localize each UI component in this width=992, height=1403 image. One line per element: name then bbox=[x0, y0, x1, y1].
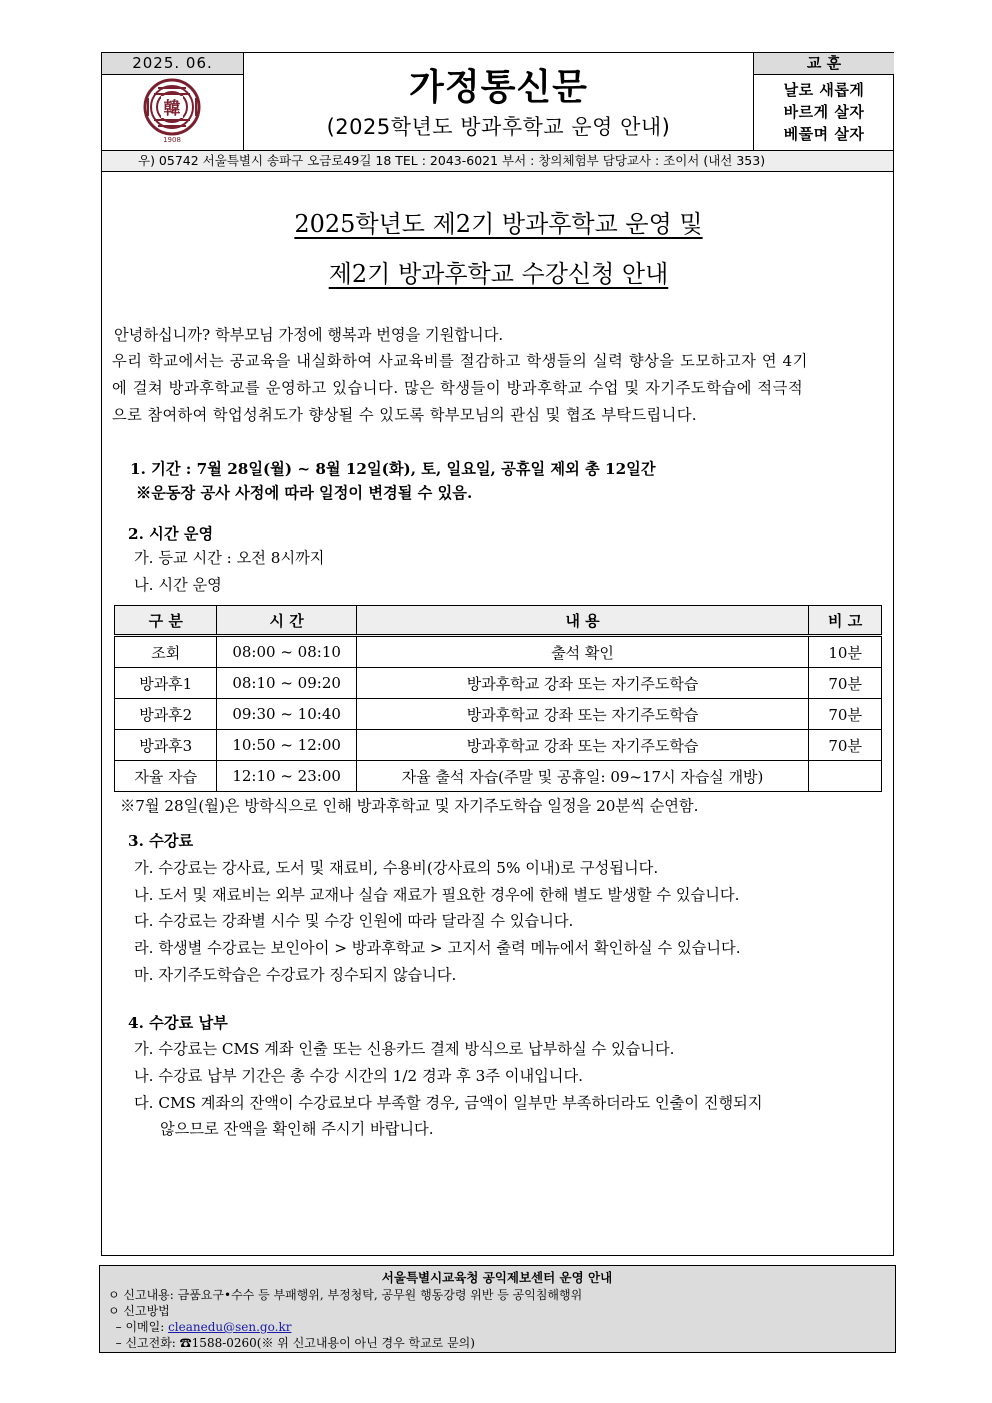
table-cell: 조회 bbox=[115, 636, 217, 668]
section-1-heading: 1. 기간 : 7월 28일(월) ~ 8월 12일(화), 토, 일요일, 공휴일 제외 총 12일간 bbox=[130, 460, 656, 478]
intro-line: 으로 참여하여 학업성취도가 향상될 수 있도록 학부모님의 관심 및 협조 부탁드립니다. bbox=[112, 406, 697, 424]
motto bbox=[753, 75, 894, 151]
table-header-row bbox=[115, 606, 882, 636]
section-2-item: 가. 등교 시간 : 오전 8시까지 bbox=[134, 549, 325, 567]
table-cell: 70분 bbox=[809, 668, 882, 699]
table-cell: 방과후3 bbox=[115, 730, 217, 761]
section-2-heading: 2. 시간 운영 bbox=[128, 525, 214, 543]
table-row bbox=[115, 668, 882, 699]
column-header: 구 분 bbox=[115, 606, 217, 636]
section-1-note: ※운동장 공사 사정에 따라 일정이 변경될 수 있음. bbox=[136, 484, 473, 502]
section-2-item: 나. 시간 운영 bbox=[134, 576, 222, 594]
column-header: 내 용 bbox=[356, 606, 808, 636]
section-3-item: 가. 수강료는 강사료, 도서 및 재료비, 수용비(강사료의 5% 이내)로 구성됩니다. bbox=[134, 859, 659, 877]
section-3-item: 다. 수강료는 강좌별 시수 및 수강 인원에 따라 달라질 수 있습니다. bbox=[134, 912, 574, 930]
logo-year: 1908 bbox=[163, 136, 181, 144]
table-cell: 09:30 ~ 10:40 bbox=[217, 699, 356, 730]
table-cell: 08:10 ~ 09:20 bbox=[217, 668, 356, 699]
table-cell: 방과후학교 강좌 또는 자기주도학습 bbox=[356, 699, 808, 730]
section-4-item: 다. CMS 계좌의 잔액이 수강료보다 부족할 경우, 금액이 일부만 부족하더라도 인출이 진행되지 bbox=[134, 1094, 763, 1112]
school-logo-icon bbox=[140, 78, 204, 144]
table-cell: 70분 bbox=[809, 699, 882, 730]
motto-line: 바르게 살자 bbox=[783, 103, 865, 121]
section-4-heading: 4. 수강료 납부 bbox=[128, 1014, 228, 1032]
table-cell: 08:00 ~ 08:10 bbox=[217, 636, 356, 668]
newsletter-title: 가정통신문 bbox=[409, 67, 588, 108]
issue-date: 2025. 06. bbox=[102, 53, 244, 75]
section-3-item: 마. 자기주도학습은 수강료가 징수되지 않습니다. bbox=[134, 966, 457, 984]
section-3-heading: 3. 수강료 bbox=[128, 832, 194, 850]
title-cell bbox=[244, 53, 753, 151]
table-row bbox=[115, 761, 882, 792]
logo-cell bbox=[102, 75, 244, 151]
table-cell bbox=[809, 761, 882, 792]
table-row bbox=[115, 730, 882, 761]
email-line bbox=[108, 1318, 291, 1335]
table-cell: 12:10 ~ 23:00 bbox=[217, 761, 356, 792]
report-method: ㅇ 신고방법 bbox=[108, 1304, 170, 1318]
school-address-bar: 우) 05742 서울특별시 송파구 오금로49길 18 TEL : 2043-6021 부서 : 창의체험부 담당교사 : 조이서 (내선 353) bbox=[101, 150, 894, 172]
footer-title: 서울특별시교육청 공익제보센터 운영 안내 bbox=[381, 1270, 613, 1285]
table-cell: 출석 확인 bbox=[356, 636, 808, 668]
intro-line: 에 걸쳐 방과후학교를 운영하고 있습니다. 많은 학생들이 방과후학교 수업 및 자기주도학습에 적극적 bbox=[112, 379, 804, 397]
table-cell: 방과후2 bbox=[115, 699, 217, 730]
schedule-table bbox=[114, 605, 882, 792]
document-title-line2: 제2기 방과후학교 수강신청 안내 bbox=[328, 260, 669, 288]
section-4-item: 가. 수강료는 CMS 계좌 인출 또는 신용카드 결제 방식으로 납부하실 수 있습니다. bbox=[134, 1040, 675, 1058]
column-header: 비 고 bbox=[809, 606, 882, 636]
table-note: ※7월 28일(월)은 방학식으로 인해 방과후학교 및 자기주도학습 일정을 20분씩 순연함. bbox=[120, 797, 699, 815]
column-header: 시 간 bbox=[217, 606, 356, 636]
svg-text:韓: 韓 bbox=[163, 99, 181, 119]
section-3-item: 라. 학생별 수강료는 보인아이 > 방과후학교 > 고지서 출력 메뉴에서 확인하실 수 있습니다. bbox=[134, 939, 741, 957]
document-title-line1: 2025학년도 제2기 방과후학교 운영 및 bbox=[294, 210, 703, 238]
table-cell: 70분 bbox=[809, 730, 882, 761]
newsletter-subtitle: (2025학년도 방과후학교 운영 안내) bbox=[326, 115, 671, 139]
newsletter-header bbox=[101, 52, 894, 150]
table-cell: 방과후1 bbox=[115, 668, 217, 699]
motto-line: 베풀며 살자 bbox=[783, 125, 865, 143]
report-content: ㅇ 신고내용: 금품요구•수수 등 부패행위, 부정청탁, 공무원 행동강령 위반 등 공익침해행위 bbox=[108, 1288, 583, 1302]
motto-heading: 교 훈 bbox=[753, 53, 894, 75]
table-cell: 방과후학교 강좌 또는 자기주도학습 bbox=[356, 730, 808, 761]
main-content bbox=[101, 172, 894, 1256]
section-3-item: 나. 도서 및 재료비는 외부 교재나 실습 재료가 필요한 경우에 한해 별도 발생할 수 있습니다. bbox=[134, 886, 740, 904]
section-4-item: 않으므로 잔액을 확인해 주시기 바랍니다. bbox=[160, 1120, 434, 1138]
table-row bbox=[115, 636, 882, 668]
whistleblower-center-notice bbox=[99, 1265, 896, 1353]
table-cell: 10:50 ~ 12:00 bbox=[217, 730, 356, 761]
intro-line: 우리 학교에서는 공교육을 내실화하여 사교육비를 절감하고 학생들의 실력 향상을 도모하고자 연 4기 bbox=[112, 352, 809, 370]
email-label: – 이메일: bbox=[108, 1320, 169, 1334]
phone-line: – 신고전화: ☎1588-0260(※ 위 신고내용이 아닌 경우 학교로 문의) bbox=[108, 1336, 475, 1350]
table-row bbox=[115, 699, 882, 730]
table-cell: 자율 출석 자습(주말 및 공휴일: 09~17시 자습실 개방) bbox=[356, 761, 808, 792]
section-4-item: 나. 수강료 납부 기간은 총 수강 시간의 1/2 경과 후 3주 이내입니다. bbox=[134, 1067, 583, 1085]
table-cell: 자율 자습 bbox=[115, 761, 217, 792]
motto-line: 날로 새롭게 bbox=[783, 81, 865, 99]
email-link[interactable]: cleanedu@sen.go.kr bbox=[168, 1320, 292, 1334]
intro-line: 안녕하십니까? 학부모님 가정에 행복과 번영을 기원합니다. bbox=[114, 326, 504, 344]
table-cell: 10분 bbox=[809, 636, 882, 668]
table-cell: 방과후학교 강좌 또는 자기주도학습 bbox=[356, 668, 808, 699]
